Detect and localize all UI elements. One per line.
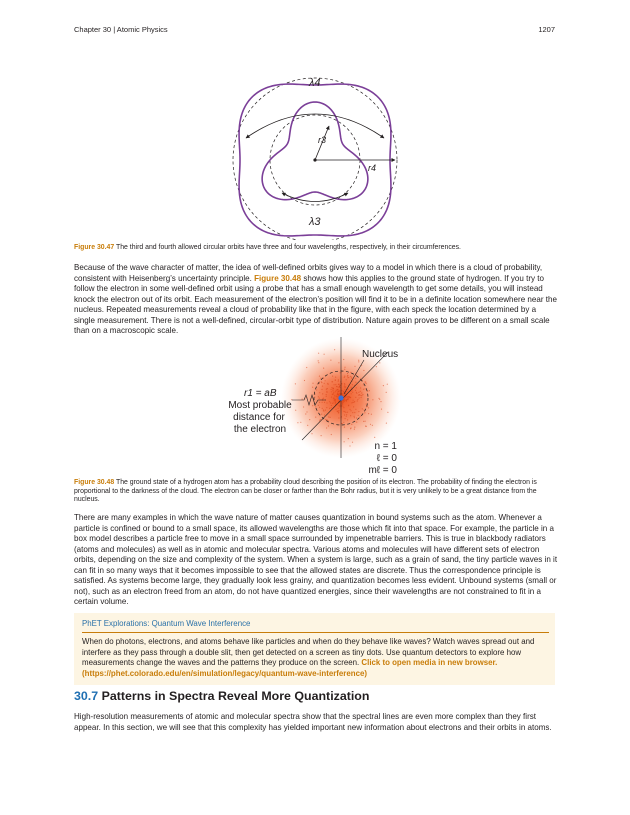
cloud-speck <box>363 389 364 390</box>
cloud-speck <box>340 387 341 388</box>
cloud-speck <box>356 392 357 393</box>
cloud-speck <box>343 359 344 360</box>
cloud-speck <box>387 412 388 413</box>
cloud-speck <box>342 406 343 407</box>
cloud-speck <box>353 400 354 401</box>
cloud-speck <box>295 410 296 411</box>
cloud-speck <box>342 394 343 395</box>
cloud-speck <box>339 386 340 387</box>
cloud-speck <box>349 409 350 410</box>
cloud-speck <box>330 360 331 361</box>
cloud-speck <box>307 425 308 426</box>
figure-30-48-label: Figure 30.48 <box>74 479 115 486</box>
cloud-speck <box>358 395 359 396</box>
cloud-speck <box>380 401 381 402</box>
section-heading <box>74 689 369 703</box>
lambda4-arc-arrow <box>246 114 384 138</box>
cloud-speck <box>356 417 357 418</box>
cloud-speck <box>315 406 316 407</box>
quantum-number-ml: mℓ = 0 <box>368 465 397 476</box>
cloud-speck <box>362 394 363 395</box>
cloud-speck <box>323 410 324 411</box>
cloud-speck <box>331 434 332 435</box>
cloud-speck <box>303 406 304 407</box>
cloud-speck <box>345 412 346 413</box>
cloud-speck <box>361 397 362 398</box>
cloud-speck <box>364 409 365 410</box>
cloud-speck <box>366 426 367 427</box>
cloud-speck <box>364 381 365 382</box>
cloud-speck <box>333 398 334 399</box>
cloud-speck <box>354 427 355 428</box>
cloud-speck <box>343 402 344 403</box>
phet-box-text: When do photons, electrons, and atoms behave like particles and when do they behave like waves? Watch waves spread out and interfere as they pass through a double slit, then get detected on a screen as tiny dots. Use quantum detectors to explore how measurements change the waves and the patterns they produce on the screen. <box>82 637 535 668</box>
cloud-speck <box>326 396 327 397</box>
cloud-speck <box>312 387 313 388</box>
cloud-speck <box>338 381 339 382</box>
lambda4-label: λ4 <box>309 77 321 89</box>
cloud-speck <box>306 411 307 412</box>
cloud-speck <box>318 360 319 361</box>
cloud-speck <box>330 402 331 403</box>
cloud-speck <box>331 407 332 408</box>
quantum-number-l: ℓ = 0 <box>376 453 397 464</box>
cloud-speck <box>352 442 353 443</box>
cloud-speck <box>329 401 330 402</box>
cloud-speck <box>316 389 317 390</box>
cloud-speck <box>338 405 339 406</box>
cloud-speck <box>322 408 323 409</box>
cloud-speck <box>324 354 325 355</box>
cloud-speck <box>355 409 356 410</box>
cloud-speck <box>326 427 327 428</box>
cloud-speck <box>351 393 352 394</box>
phet-box-body <box>82 637 547 679</box>
r1-aB-label: r1 = aB <box>244 388 277 399</box>
cloud-speck <box>331 389 332 390</box>
cloud-speck <box>344 384 345 385</box>
cloud-speck <box>330 417 331 418</box>
cloud-speck <box>351 378 352 379</box>
cloud-speck <box>344 386 345 387</box>
cloud-speck <box>350 415 351 416</box>
cloud-speck <box>368 407 369 408</box>
cloud-speck <box>345 399 346 400</box>
cloud-speck <box>338 408 339 409</box>
cloud-speck <box>336 386 337 387</box>
cloud-speck <box>379 399 380 400</box>
paragraph-1-text-b: shows how this applies to the ground state of hydrogen. If you try to follow the electron in some well-defined orbit using a probe that has a small enough wavelength to get some details, you will instead knock the electron out of its orbit. Each measurement of the electron’s position will find it to be in a definite location somewhere near the nucleus. Repeated measurements reveal a cloud of probability like that in the figure, with each speck the location determined by a single measurement. There is not a well-defined, circular-orbit type of distribution. Nature again proves to be different on a small scale than on a macroscopic scale. <box>74 273 557 336</box>
cloud-speck <box>337 392 338 393</box>
cloud-speck <box>328 425 329 426</box>
cloud-speck <box>351 424 352 425</box>
cloud-speck <box>338 417 339 418</box>
cloud-speck <box>338 379 339 380</box>
paragraph-quantization-bound-systems: There are many examples in which the wave nature of matter causes quantization in bound systems such as the atom. Whenever a particle is confined or bound to a small space, its allowed wavelengths are those which fit into that space. For example, the particle in a box model describes a particle free to move in a small space surrounded by impenetrable barriers. This is true in blackbody radiators (atoms and molecules) as well as in atomic and molecular spectra. Various atoms and molecules will have different sets of electron orbits, depending on the size and complexity of the system. When a system is large, such as a grain of sand, the tiny particle waves in it can fit in so many ways that it becomes impossible to see that the allowed states are discrete. Thus the correspondence principle is satisfied. As systems become large, they gradually look less grainy, and quantization becomes less evident. Unbound systems (small or not), such as an electron freed from an atom, do not have quantized energies, since their wavelengths are not constrained to fit in a certain volume. <box>74 513 558 607</box>
cloud-speck <box>339 390 340 391</box>
phet-open-media-link[interactable]: Click to open media in new browser. (https://phet.colorado.edu/en/simulation/legacy/quantum-wave-interference) <box>82 658 498 678</box>
cloud-speck <box>336 390 337 391</box>
cloud-speck <box>321 435 322 436</box>
cloud-speck <box>355 382 356 383</box>
cloud-speck <box>326 419 327 420</box>
cloud-speck <box>325 410 326 411</box>
cloud-speck <box>362 408 363 409</box>
cloud-speck <box>383 385 384 386</box>
figure-30-48-caption-text: The ground state of a hydrogen atom has a probability cloud describing the position of its electron. The probability of finding the electron is proportional to the darkness of the cloud. The electron can be closer or farther than the Bohr radius, but it is very unlikely to be a great distance from the nucleus. <box>74 479 537 504</box>
cloud-speck <box>348 438 349 439</box>
cloud-speck <box>304 380 305 381</box>
cloud-speck <box>300 422 301 423</box>
cloud-speck <box>372 425 373 426</box>
cloud-speck <box>311 433 312 434</box>
cloud-speck <box>354 416 355 417</box>
paragraph-probability-cloud <box>74 263 558 337</box>
cloud-speck <box>361 395 362 396</box>
cloud-speck <box>365 388 366 389</box>
cloud-speck <box>319 392 320 393</box>
cloud-speck <box>332 403 333 404</box>
section-number: 30.7 <box>74 689 99 703</box>
figure-30-47-caption-text: The third and fourth allowed circular orbits have three and four wavelengths, respectively, in their circumferences. <box>114 244 461 251</box>
cloud-speck <box>354 412 355 413</box>
cloud-speck <box>335 402 336 403</box>
cloud-speck <box>295 383 296 384</box>
cloud-speck <box>360 416 361 417</box>
cloud-speck <box>347 419 348 420</box>
cloud-speck <box>342 404 343 405</box>
cloud-speck <box>331 405 332 406</box>
cloud-speck <box>364 412 365 413</box>
cloud-speck <box>353 402 354 403</box>
nucleus-dot <box>313 158 316 161</box>
figure-30-48-reference-link[interactable]: Figure 30.48 <box>254 273 302 283</box>
cloud-speck <box>358 411 359 412</box>
cloud-speck <box>366 383 367 384</box>
cloud-speck <box>355 397 356 398</box>
cloud-speck <box>306 367 307 368</box>
cloud-speck <box>343 400 344 401</box>
cloud-speck <box>324 414 325 415</box>
cloud-speck <box>320 419 321 420</box>
cloud-speck <box>341 405 342 406</box>
cloud-speck <box>358 392 359 393</box>
cloud-speck <box>348 389 349 390</box>
cloud-speck <box>361 392 362 393</box>
cloud-speck <box>352 412 353 413</box>
cloud-speck <box>321 381 322 382</box>
cloud-speck <box>354 366 355 367</box>
phet-box-title: PhET Explorations: Quantum Wave Interference <box>82 619 251 628</box>
cloud-speck <box>358 361 359 362</box>
cloud-speck <box>333 392 334 393</box>
cloud-speck <box>352 384 353 385</box>
cloud-speck <box>346 391 347 392</box>
cloud-speck <box>363 370 364 371</box>
cloud-speck <box>344 427 345 428</box>
cloud-speck <box>327 388 328 389</box>
cloud-speck <box>358 415 359 416</box>
cloud-speck <box>326 407 327 408</box>
cloud-speck <box>344 377 345 378</box>
cloud-speck <box>374 437 375 438</box>
cloud-speck <box>379 362 380 363</box>
cloud-speck <box>344 383 345 384</box>
cloud-speck <box>332 376 333 377</box>
cloud-speck <box>326 402 327 403</box>
cloud-speck <box>356 387 357 388</box>
cloud-speck <box>335 409 336 410</box>
cloud-speck <box>326 394 327 395</box>
cloud-speck <box>350 428 351 429</box>
cloud-speck <box>326 391 327 392</box>
cloud-speck <box>318 396 319 397</box>
cloud-speck <box>338 384 339 385</box>
cloud-speck <box>325 380 326 381</box>
cloud-speck <box>335 391 336 392</box>
cloud-speck <box>297 422 298 423</box>
cloud-speck <box>318 353 319 354</box>
cloud-speck <box>323 398 324 399</box>
cloud-speck <box>366 403 367 404</box>
cloud-speck <box>345 418 346 419</box>
cloud-speck <box>344 387 345 388</box>
cloud-speck <box>355 378 356 379</box>
cloud-speck <box>351 402 352 403</box>
most-probable-label-line-2: distance for <box>233 412 285 423</box>
cloud-speck <box>315 417 316 418</box>
cloud-speck <box>350 376 351 377</box>
cloud-speck <box>344 367 345 368</box>
figure-30-47-caption <box>74 244 556 253</box>
cloud-speck <box>381 409 382 410</box>
cloud-speck <box>332 394 333 395</box>
cloud-speck <box>344 369 345 370</box>
cloud-speck <box>345 397 346 398</box>
cloud-speck <box>343 407 344 408</box>
cloud-speck <box>309 419 310 420</box>
cloud-speck <box>344 389 345 390</box>
cloud-speck <box>322 386 323 387</box>
cloud-speck <box>335 384 336 385</box>
cloud-speck <box>333 402 334 403</box>
cloud-speck <box>335 400 336 401</box>
cloud-speck <box>346 416 347 417</box>
cloud-speck <box>337 389 338 390</box>
cloud-speck <box>347 397 348 398</box>
cloud-speck <box>334 349 335 350</box>
cloud-speck <box>386 423 387 424</box>
cloud-speck <box>321 389 322 390</box>
most-probable-label-line-3: the electron <box>233 424 287 435</box>
cloud-speck <box>349 445 350 446</box>
cloud-speck <box>387 384 388 385</box>
cloud-speck <box>356 422 357 423</box>
cloud-speck <box>337 411 338 412</box>
cloud-speck <box>372 399 373 400</box>
cloud-speck <box>347 375 348 376</box>
cloud-speck <box>363 421 364 422</box>
cloud-speck <box>344 441 345 442</box>
phet-explorations-box <box>74 613 555 685</box>
cloud-speck <box>320 378 321 379</box>
cloud-speck <box>371 414 372 415</box>
cloud-speck <box>333 388 334 389</box>
figure-30-47-orbits-diagram <box>222 56 408 240</box>
cloud-speck <box>302 399 303 400</box>
cloud-speck <box>347 399 348 400</box>
cloud-speck <box>360 395 361 396</box>
cloud-speck <box>343 422 344 423</box>
cloud-speck <box>339 406 340 407</box>
wave-three-wavelengths <box>262 102 368 200</box>
cloud-speck <box>339 393 340 394</box>
cloud-speck <box>360 387 361 388</box>
cloud-speck <box>337 391 338 392</box>
cloud-speck <box>350 410 351 411</box>
cloud-speck <box>322 399 323 400</box>
cloud-speck <box>346 414 347 415</box>
page-number: 1207 <box>538 25 555 34</box>
cloud-speck <box>365 421 366 422</box>
cloud-speck <box>343 399 344 400</box>
cloud-speck <box>321 414 322 415</box>
cloud-speck <box>349 396 350 397</box>
figure-30-48-caption <box>74 479 556 505</box>
cloud-speck <box>314 397 315 398</box>
cloud-speck <box>337 396 338 397</box>
cloud-speck <box>346 379 347 380</box>
lambda3-label: λ3 <box>309 216 321 228</box>
cloud-speck <box>324 402 325 403</box>
cloud-speck <box>338 410 339 411</box>
cloud-speck <box>324 383 325 384</box>
cloud-speck <box>331 391 332 392</box>
cloud-speck <box>322 402 323 403</box>
cloud-speck <box>354 417 355 418</box>
most-probable-label-line-1: Most probable <box>228 400 292 411</box>
figure-30-48-hydrogen-cloud-diagram <box>218 334 408 476</box>
cloud-speck <box>328 416 329 417</box>
cloud-speck <box>329 408 330 409</box>
cloud-speck <box>336 396 337 397</box>
cloud-speck <box>338 412 339 413</box>
figure-30-47-label: Figure 30.47 <box>74 244 115 251</box>
cloud-speck <box>325 419 326 420</box>
cloud-speck <box>386 392 387 393</box>
cloud-speck <box>343 411 344 412</box>
cloud-speck <box>357 400 358 401</box>
cloud-speck <box>344 376 345 377</box>
cloud-speck <box>357 399 358 400</box>
cloud-speck <box>370 424 371 425</box>
cloud-speck <box>353 406 354 407</box>
cloud-speck <box>342 393 343 394</box>
cloud-speck <box>352 392 353 393</box>
quantum-number-n: n = 1 <box>374 441 397 452</box>
cloud-speck <box>341 383 342 384</box>
cloud-speck <box>334 400 335 401</box>
cloud-speck <box>323 368 324 369</box>
cloud-speck <box>363 384 364 385</box>
nucleus-dot <box>338 395 343 400</box>
cloud-speck <box>348 405 349 406</box>
cloud-speck <box>319 376 320 377</box>
cloud-speck <box>360 391 361 392</box>
cloud-speck <box>354 429 355 430</box>
cloud-speck <box>351 387 352 388</box>
cloud-speck <box>350 372 351 373</box>
cloud-speck <box>331 387 332 388</box>
cloud-speck <box>318 405 319 406</box>
cloud-speck <box>368 413 369 414</box>
cloud-speck <box>319 402 320 403</box>
cloud-speck <box>335 377 336 378</box>
cloud-speck <box>338 362 339 363</box>
cloud-speck <box>355 390 356 391</box>
cloud-speck <box>312 405 313 406</box>
cloud-speck <box>347 377 348 378</box>
cloud-speck <box>347 412 348 413</box>
nucleus-label: Nucleus <box>362 349 399 360</box>
paragraph-1-text-a: Because of the wave character of matter, the idea of well-defined orbits gives way to a model in which there is a cloud of probability, consistent with Heisenberg’s uncertainty principle. <box>74 263 543 283</box>
cloud-speck <box>318 362 319 363</box>
cloud-speck <box>344 414 345 415</box>
cloud-speck <box>319 398 320 399</box>
cloud-speck <box>378 398 379 399</box>
cloud-speck <box>305 413 306 414</box>
paragraph-spectra-complexity: High-resolution measurements of atomic and molecular spectra show that the spectral lines are even more complex than they first appear. In this section, we will see that this complexity has yielded important new information about electrons and their orbits in atoms. <box>74 712 552 732</box>
r3-label: r3 <box>318 135 327 145</box>
running-header-chapter: Chapter 30 | Atomic Physics <box>74 25 168 34</box>
cloud-speck <box>358 360 359 361</box>
cloud-speck <box>337 394 338 395</box>
cloud-speck <box>332 390 333 391</box>
lambda3-arc-arrow <box>282 193 348 202</box>
cloud-speck <box>369 390 370 391</box>
cloud-speck <box>322 393 323 394</box>
section-title: Patterns in Spectra Reveal More Quantization <box>101 689 370 703</box>
cloud-speck <box>334 395 335 396</box>
cloud-speck <box>376 366 377 367</box>
phet-box-divider <box>82 632 549 633</box>
cloud-speck <box>343 391 344 392</box>
cloud-speck <box>332 381 333 382</box>
cloud-speck <box>328 384 329 385</box>
cloud-speck <box>312 383 313 384</box>
cloud-speck <box>359 397 360 398</box>
r4-label: r4 <box>368 163 377 173</box>
cloud-speck <box>347 373 348 374</box>
cloud-speck <box>335 379 336 380</box>
cloud-speck <box>319 407 320 408</box>
cloud-speck <box>340 372 341 373</box>
cloud-speck <box>334 384 335 385</box>
cloud-speck <box>350 397 351 398</box>
cloud-speck <box>331 397 332 398</box>
